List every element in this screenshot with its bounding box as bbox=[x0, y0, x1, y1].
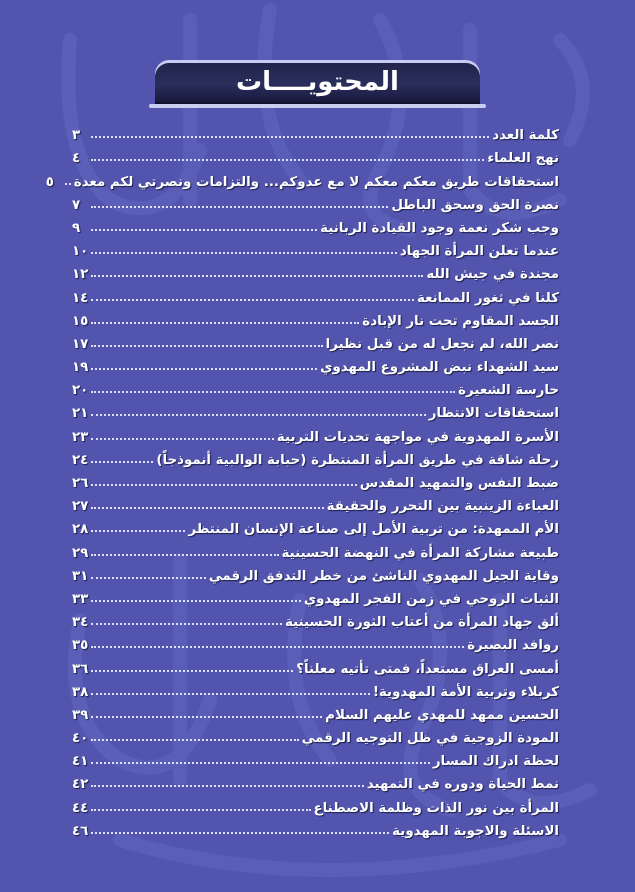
toc-dot-leader bbox=[91, 275, 423, 277]
toc-dot-leader bbox=[65, 183, 71, 185]
toc-dot-leader bbox=[91, 785, 363, 787]
toc-dot-leader bbox=[91, 229, 317, 231]
toc-dot-leader bbox=[91, 299, 414, 301]
toc-dot-leader bbox=[91, 159, 484, 161]
toc-dot-leader bbox=[91, 693, 369, 695]
toc-entry[interactable] bbox=[72, 723, 559, 746]
toc-entry[interactable] bbox=[72, 213, 559, 236]
toc-entry-title: نمط الحياة ودوره في التمهيد bbox=[366, 777, 559, 793]
toc-entry-title: طبيعة مشاركة المرأة في النهضة الحسينية bbox=[281, 545, 559, 561]
toc-entry-page-number: ٣٨ bbox=[72, 684, 89, 700]
toc-dot-leader bbox=[91, 530, 185, 532]
toc-entry-page-number: ١٩ bbox=[72, 360, 89, 376]
toc-entry-page-number: ١٧ bbox=[72, 336, 89, 352]
toc-dot-leader bbox=[91, 438, 274, 440]
toc-entry[interactable] bbox=[72, 677, 559, 700]
toc-dot-leader bbox=[91, 461, 153, 463]
toc-entry-title: نصرة الحق وسحق الباطل bbox=[391, 197, 559, 213]
toc-entry-title: أمسى العراق مستعداً، فمتى تأتيه معلناً؟ bbox=[296, 661, 559, 677]
toc-entry[interactable] bbox=[72, 445, 559, 468]
toc-dot-leader bbox=[91, 136, 489, 138]
toc-entry-page-number: ٣٩ bbox=[72, 707, 89, 723]
toc-entry-title: عندما تعلن المرأة الجهاد bbox=[399, 244, 559, 260]
toc-entry-page-number: ١٠ bbox=[72, 244, 89, 260]
toc-entry-page-number: ٢٧ bbox=[72, 499, 89, 515]
toc-dot-leader bbox=[91, 322, 359, 324]
toc-dot-leader bbox=[91, 832, 389, 834]
toc-entry-title: وقاية الجيل المهدوي الناشئ من خطر التدفق الرقمي bbox=[208, 568, 559, 584]
toc-entry-page-number: ٢٣ bbox=[72, 429, 89, 445]
toc-entry-title: استحقاقات طريق معكم معكم لا مع عدوكم... والتزامات ونصرتي لكم معدة bbox=[73, 174, 559, 190]
toc-entry[interactable] bbox=[45, 166, 559, 190]
toc-entry-title: ضبط النفس والتمهيد المقدس bbox=[359, 476, 559, 491]
toc-entry-title: مجندة في جيش الله bbox=[426, 267, 559, 283]
toc-entry-page-number: ٧ bbox=[72, 197, 81, 213]
toc-entry-title: المودة الزوجية في ظل التوجيه الرقمي bbox=[301, 731, 559, 747]
toc-entry[interactable] bbox=[72, 120, 559, 143]
toc-dot-leader bbox=[91, 600, 300, 602]
toc-entry[interactable] bbox=[72, 491, 559, 514]
toc-entry[interactable] bbox=[72, 816, 559, 839]
toc-dot-leader bbox=[91, 739, 298, 741]
toc-entry[interactable] bbox=[72, 792, 559, 815]
toc-dot-leader bbox=[91, 507, 323, 509]
toc-entry-page-number: ١٢ bbox=[72, 267, 89, 283]
toc-entry[interactable] bbox=[72, 653, 559, 676]
toc-entry[interactable] bbox=[72, 700, 559, 723]
toc-entry[interactable] bbox=[72, 514, 559, 537]
toc-dot-leader bbox=[91, 484, 356, 486]
toc-entry-page-number: ٤ bbox=[72, 151, 81, 167]
toc-entry-page-number: ٤٤ bbox=[72, 800, 89, 816]
toc-entry[interactable] bbox=[72, 421, 559, 444]
toc-entry-title: رحلة شاقة في طريق المرأة المنتظرة (حبابة الوالبية أنموذجاً) bbox=[156, 452, 559, 468]
toc-entry-title: الثبات الروحي في زمن الفجر المهدوي bbox=[303, 591, 559, 607]
toc-entry-page-number: ٣١ bbox=[72, 568, 89, 584]
toc-entry-page-number: ٥ bbox=[45, 174, 54, 190]
toc-entry[interactable] bbox=[72, 607, 559, 630]
toc-entry[interactable] bbox=[72, 352, 559, 375]
toc-entry-page-number: ٤١ bbox=[72, 754, 89, 770]
toc-entry[interactable] bbox=[72, 282, 559, 305]
toc-entry-title: وجب شكر نعمة وجود القيادة الربانية bbox=[320, 220, 559, 236]
toc-entry-page-number: ٣٦ bbox=[72, 661, 89, 677]
toc-dot-leader bbox=[91, 577, 205, 579]
toc-entry-page-number: ١٤ bbox=[72, 290, 89, 306]
toc-entry-page-number: ٣ bbox=[72, 128, 81, 144]
toc-entry-page-number: ٣٥ bbox=[72, 638, 89, 654]
toc-entry-title: الجسد المقاوم تحت نار الإبادة bbox=[362, 313, 559, 329]
toc-entry[interactable] bbox=[72, 259, 559, 282]
toc-dot-leader bbox=[91, 554, 278, 556]
toc-entry-page-number: ٩ bbox=[72, 220, 81, 236]
toc-entry-title: الأسرة المهدوية في مواجهة تحديات التربية bbox=[276, 429, 559, 445]
toc-entry[interactable] bbox=[72, 306, 559, 329]
toc-entry[interactable] bbox=[72, 537, 559, 560]
toc-dot-leader bbox=[91, 716, 322, 718]
toc-entry-page-number: ٤٢ bbox=[72, 777, 89, 793]
toc-entry[interactable] bbox=[72, 561, 559, 584]
toc-entry-page-number: ٣٣ bbox=[72, 591, 89, 607]
toc-entry-page-number: ٢١ bbox=[72, 406, 89, 422]
toc-entry-title: لحظة ادراك المسار bbox=[432, 754, 559, 770]
toc-entry-title: الأم الممهدة: من تربية الأمل إلى صناعة الإنسان المنتظر bbox=[188, 522, 559, 538]
toc-entry[interactable] bbox=[72, 329, 559, 352]
toc-entry-page-number: ٢٠ bbox=[72, 383, 89, 399]
toc-dot-leader bbox=[91, 414, 425, 416]
toc-entry[interactable] bbox=[72, 398, 559, 421]
title-banner bbox=[155, 60, 480, 104]
toc-entry[interactable] bbox=[72, 746, 559, 769]
toc-dot-leader bbox=[91, 623, 282, 625]
toc-entry[interactable] bbox=[72, 468, 559, 491]
page-title: المحتويــــات bbox=[236, 67, 399, 97]
toc-dot-leader bbox=[91, 646, 464, 648]
toc-dot-leader bbox=[91, 345, 322, 347]
toc-entry-title: حارسة الشعيرة bbox=[458, 383, 559, 399]
toc-dot-leader bbox=[91, 670, 293, 672]
toc-dot-leader bbox=[91, 391, 455, 393]
toc-entry[interactable] bbox=[72, 584, 559, 607]
toc-entry-title: نهج العلماء bbox=[487, 151, 559, 167]
toc-entry-title: الاسئلة والاجوبة المهدوية bbox=[392, 823, 559, 839]
toc-entry-title: العباءة الزينبية بين التحرر والحقيقة bbox=[326, 499, 559, 515]
toc-entry-title: كلمة العدد bbox=[492, 128, 559, 144]
toc-entry-page-number: ٢٤ bbox=[72, 452, 89, 468]
toc-entry-page-number: ٤٦ bbox=[72, 823, 89, 839]
toc-entry-title: الحسين ممهد للمهدي عليهم السلام bbox=[325, 707, 559, 723]
toc-entry-page-number: ٣٤ bbox=[72, 615, 89, 631]
toc-dot-leader bbox=[91, 762, 429, 764]
toc-dot-leader bbox=[91, 809, 310, 811]
toc-entry[interactable] bbox=[72, 190, 559, 213]
toc-entry-title: ألق جهاد المرأة من أعتاب الثورة الحسينية bbox=[284, 615, 559, 631]
toc-entry[interactable] bbox=[72, 143, 559, 166]
toc-entry-title: كلنا في ثغور الممانعة bbox=[416, 290, 559, 306]
toc-entry-title: المرأة بين نور الذات وظلمة الاصطناع bbox=[313, 800, 559, 816]
toc-entry[interactable] bbox=[72, 236, 559, 259]
toc-entry-page-number: ١٥ bbox=[72, 313, 89, 329]
toc-entry-page-number: ٢٩ bbox=[72, 545, 89, 561]
toc-entry-title: كربلاء وتربية الأمة المهدوية! bbox=[372, 684, 559, 700]
toc-entry-page-number: ٤٠ bbox=[72, 731, 89, 747]
toc-dot-leader bbox=[91, 252, 396, 254]
toc-entry-title: روافد البصيرة bbox=[467, 638, 559, 654]
toc-entry-title: نصر الله، لم نجعل له من قبل نظيرا bbox=[325, 336, 559, 352]
toc-entry[interactable] bbox=[72, 375, 559, 398]
toc-entry[interactable] bbox=[72, 769, 559, 792]
toc-entry-page-number: ٢٨ bbox=[72, 522, 89, 538]
toc-dot-leader bbox=[91, 206, 388, 208]
toc-entry[interactable] bbox=[72, 630, 559, 653]
table-of-contents bbox=[45, 120, 559, 839]
toc-entry-title: سيد الشهداء نبض المشروع المهدوي bbox=[320, 360, 559, 376]
toc-entry-page-number: ٢٦ bbox=[72, 476, 89, 491]
toc-entry-title: استحقاقات الانتظار bbox=[428, 406, 559, 422]
toc-dot-leader bbox=[91, 368, 317, 370]
